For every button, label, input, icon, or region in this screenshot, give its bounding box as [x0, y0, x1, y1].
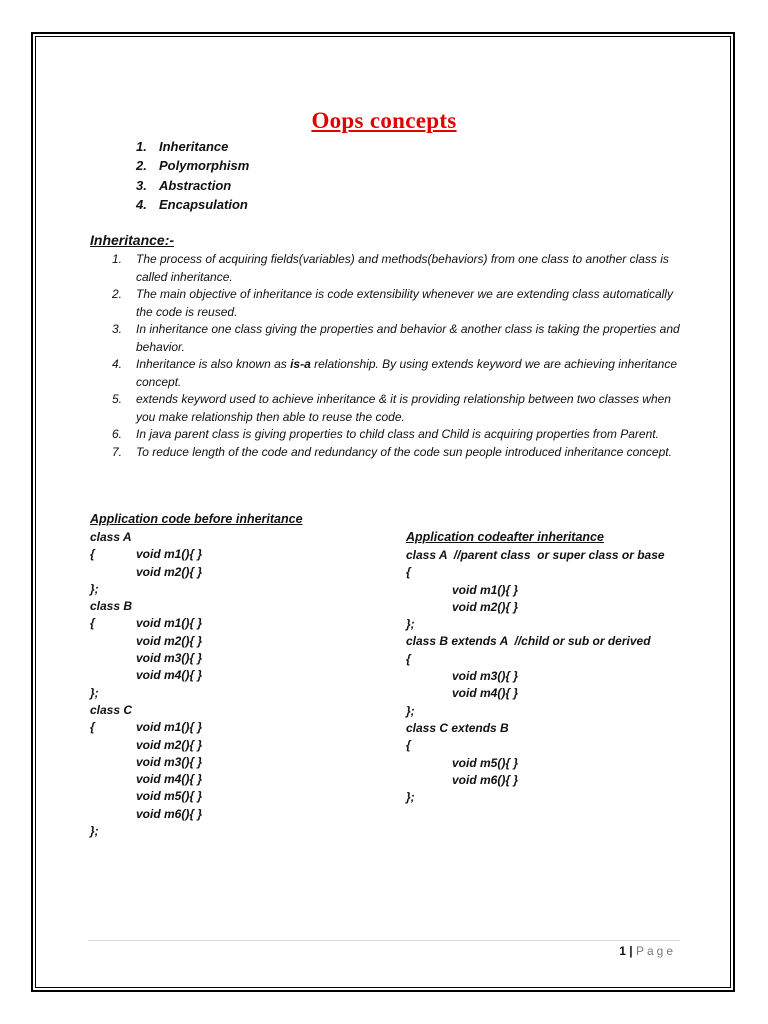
- code-line: class B extends A //child or sub or derived: [406, 634, 651, 649]
- is-a-term: is-a: [290, 357, 311, 371]
- code-line: void m3(){ }: [136, 754, 203, 769]
- code-line: };: [406, 617, 415, 632]
- code-line: };: [406, 703, 415, 718]
- topic-item: 2. Polymorphism: [136, 158, 250, 174]
- code-line: { void m1(){ }: [90, 616, 203, 631]
- footer-separator: |: [629, 944, 633, 958]
- code-line: { void m1(){ }: [90, 720, 203, 735]
- code-line: void m2(){ }: [136, 564, 203, 579]
- topic-item: 1. Inheritance: [136, 139, 229, 154]
- code-line: };: [90, 581, 99, 596]
- point-item: 5. extends keyword used to achieve inheritance & it is providing relationship between two classes when you make relationship then able to reuse the code.: [112, 392, 671, 424]
- point-item: 4. Inheritance is also known as is-a relationship. By using extends keyword we are achieving inheritance concept.: [112, 357, 677, 389]
- code-after-title: Application codeafter inheritance: [406, 530, 604, 544]
- code-line: class A: [90, 530, 132, 544]
- code-line: { void m1(){ }: [90, 547, 203, 562]
- code-before-block: [90, 529, 202, 840]
- topics-list: [136, 137, 249, 214]
- topic-item: 4. Encapsulation: [136, 196, 248, 212]
- code-line: void m2(){ }: [136, 633, 203, 648]
- code-line: {: [406, 565, 411, 580]
- code-line: void m6(){ }: [136, 806, 203, 821]
- code-line: void m3(){ }: [136, 651, 203, 666]
- code-after-block: [406, 547, 665, 806]
- code-line: void m5(){ }: [452, 755, 519, 770]
- page-number: 1: [619, 944, 626, 958]
- point-item: 2. The main objective of inheritance is code extensibility whenever we are extending class automatically the code is reused.: [112, 287, 673, 319]
- code-line: void m1(){ }: [452, 582, 519, 597]
- code-line: void m5(){ }: [136, 789, 203, 804]
- point-item: 7. To reduce length of the code and redundancy of the code sun people introduced inheritance concept.: [112, 444, 672, 459]
- code-line: void m4(){ }: [452, 686, 519, 701]
- point-item: 6. In java parent class is giving properties to child class and Child is acquiring properties from Parent.: [112, 427, 659, 441]
- code-line: {: [406, 738, 411, 753]
- topic-item: 3. Abstraction: [136, 177, 232, 193]
- code-line: void m4(){ }: [136, 772, 203, 787]
- page-footer: [619, 944, 676, 958]
- code-line: void m2(){ }: [452, 599, 519, 614]
- code-line: {: [406, 651, 411, 666]
- code-line: void m6(){ }: [452, 772, 519, 787]
- code-line: class B: [90, 599, 133, 614]
- section-heading: Inheritance:-: [90, 232, 175, 248]
- footer-divider: [88, 940, 680, 941]
- point-item: 3. In inheritance one class giving the properties and behavior & another class is taking the properties and behavior.: [112, 322, 680, 354]
- page-label: Page: [635, 944, 676, 958]
- code-line: void m3(){ }: [452, 669, 519, 684]
- code-line: class A //parent class or super class or base: [406, 548, 665, 562]
- code-before-title: Application code before inheritance: [90, 512, 303, 526]
- inheritance-points: [112, 251, 682, 461]
- code-line: };: [406, 790, 415, 805]
- page-title: Oops concepts: [311, 108, 457, 133]
- code-line: class C: [90, 702, 133, 717]
- point-item: 1. The process of acquiring fields(variables) and methods(behaviors) from one class to another class is called inheritance.: [112, 252, 669, 284]
- code-line: void m4(){ }: [136, 668, 203, 683]
- code-line: void m2(){ }: [136, 737, 203, 752]
- code-line: class C extends B: [406, 720, 509, 735]
- code-line: };: [90, 685, 99, 700]
- code-line: };: [90, 824, 99, 839]
